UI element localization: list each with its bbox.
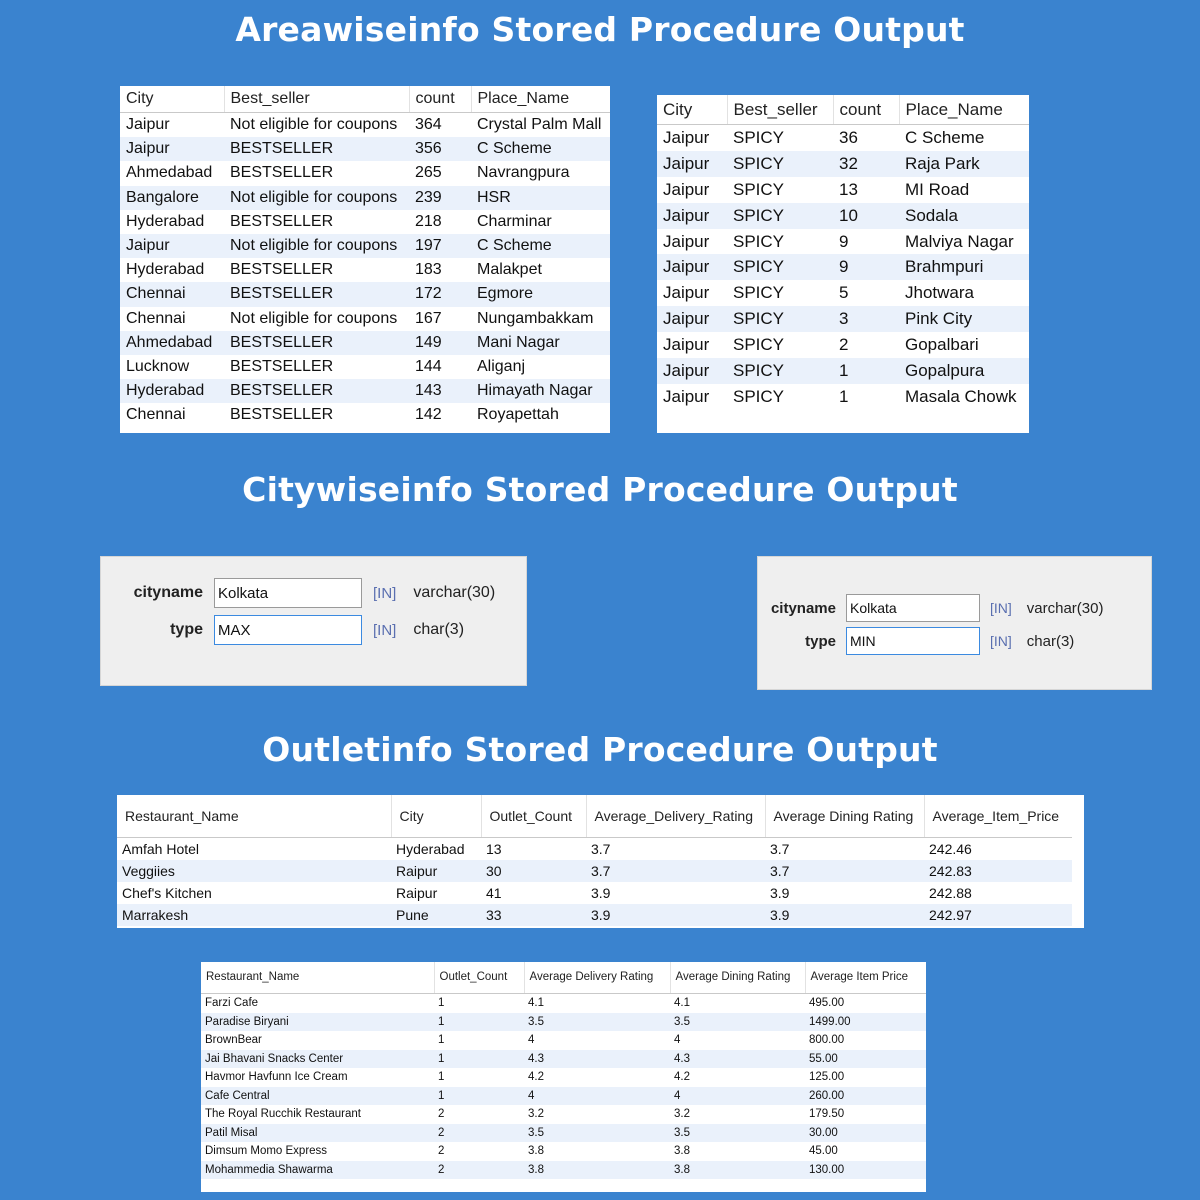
table-row[interactable] bbox=[657, 203, 1029, 229]
table-cell: 32 bbox=[833, 151, 899, 177]
table-cell: SPICY bbox=[733, 179, 785, 199]
table-cell: 179.50 bbox=[809, 1108, 845, 1121]
table-cell: 2 bbox=[434, 1161, 524, 1180]
table-cell: 2 bbox=[438, 1108, 445, 1121]
table-cell: Aliganj bbox=[477, 357, 526, 375]
table-row[interactable] bbox=[657, 254, 1029, 280]
column-header[interactable]: Restaurant_Name bbox=[201, 962, 434, 994]
table-cell: Paradise Biryani bbox=[201, 1013, 434, 1032]
column-header[interactable]: count bbox=[833, 95, 899, 125]
table-cell: 10 bbox=[833, 203, 899, 229]
table-cell: 13 bbox=[486, 841, 502, 857]
table-row[interactable] bbox=[120, 137, 610, 161]
table-row[interactable] bbox=[201, 1013, 926, 1032]
type-direction: [IN] bbox=[990, 633, 1012, 649]
table-row[interactable] bbox=[120, 161, 610, 185]
table-cell: 1 bbox=[438, 1034, 445, 1047]
params-panel-max bbox=[100, 556, 527, 686]
table-cell: Ahmedabad bbox=[120, 331, 224, 355]
table-cell: Bangalore bbox=[120, 186, 224, 210]
table-cell: Havmor Havfunn Ice Cream bbox=[205, 1071, 348, 1084]
table-cell: Jaipur bbox=[663, 179, 710, 199]
table-cell: Jai Bhavani Snacks Center bbox=[201, 1050, 434, 1069]
table-cell: 3.9 bbox=[591, 885, 611, 901]
table-row[interactable] bbox=[120, 403, 610, 427]
table-cell: 144 bbox=[415, 357, 442, 375]
table-row[interactable] bbox=[657, 384, 1029, 410]
table-cell: 3.5 bbox=[670, 1124, 805, 1143]
table-cell: 242.88 bbox=[929, 885, 972, 901]
table-row[interactable] bbox=[201, 1124, 926, 1143]
table-cell: 9 bbox=[833, 254, 899, 280]
table-cell: Malviya Nagar bbox=[905, 231, 1014, 251]
table-cell: Not eligible for coupons bbox=[230, 309, 398, 327]
column-header[interactable]: City bbox=[120, 86, 224, 113]
table-cell: Sodala bbox=[899, 203, 1029, 229]
table-cell: Pune bbox=[391, 904, 481, 926]
table-row[interactable] bbox=[120, 234, 610, 258]
table-cell: 1 bbox=[438, 1071, 445, 1084]
table-cell: 149 bbox=[409, 331, 471, 355]
table-cell: 3.7 bbox=[765, 860, 924, 882]
table-cell: Ahmedabad bbox=[126, 164, 213, 182]
table-cell: 2 bbox=[438, 1145, 445, 1158]
table-cell: 3.8 bbox=[670, 1161, 805, 1180]
table-cell: Hyderabad bbox=[120, 379, 224, 403]
params-panel-min bbox=[757, 556, 1152, 690]
table-cell: 41 bbox=[486, 885, 502, 901]
table-cell: BESTSELLER bbox=[224, 137, 409, 161]
outlet-result-grid-1 bbox=[117, 795, 1084, 928]
table-cell: C Scheme bbox=[905, 127, 985, 147]
table-row[interactable] bbox=[657, 358, 1029, 384]
table-cell: Hyderabad bbox=[126, 212, 205, 230]
table-row[interactable] bbox=[120, 258, 610, 282]
table-cell: 197 bbox=[409, 234, 471, 258]
table-cell: Veggiies bbox=[117, 860, 391, 882]
table-cell: 495.00 bbox=[809, 997, 845, 1010]
header-row bbox=[201, 962, 926, 994]
type-label: type bbox=[805, 632, 836, 650]
column-header[interactable]: Average Delivery Rating bbox=[524, 962, 670, 994]
table-cell: 2 bbox=[839, 335, 849, 355]
table-cell: Not eligible for coupons bbox=[230, 116, 398, 134]
table-cell: 30.00 bbox=[805, 1124, 926, 1143]
table-cell: Lucknow bbox=[126, 357, 190, 375]
table-row[interactable] bbox=[657, 125, 1029, 151]
areawise-result-grid-2 bbox=[657, 95, 1029, 433]
table-cell: 3.5 bbox=[524, 1013, 670, 1032]
table-cell: 143 bbox=[409, 379, 471, 403]
table-cell: 4.3 bbox=[670, 1050, 805, 1069]
table-cell: 4 bbox=[524, 1087, 670, 1106]
table-cell: The Royal Rucchik Restaurant bbox=[205, 1108, 361, 1121]
table-cell: 3.9 bbox=[586, 904, 765, 926]
table-row[interactable] bbox=[201, 1105, 926, 1124]
table-cell: 260.00 bbox=[805, 1087, 926, 1106]
table-cell: 3 bbox=[833, 306, 899, 332]
table-cell: Jaipur bbox=[663, 127, 710, 147]
table-row[interactable] bbox=[657, 177, 1029, 203]
table-cell: 3.5 bbox=[524, 1124, 670, 1143]
column-header[interactable]: Average Item Price bbox=[805, 962, 926, 994]
column-header[interactable]: Outlet_Count bbox=[434, 962, 524, 994]
table-cell: Jaipur bbox=[126, 116, 170, 134]
table-cell: 3.2 bbox=[674, 1108, 690, 1121]
table-row[interactable] bbox=[117, 904, 1072, 926]
table-row[interactable] bbox=[120, 210, 610, 234]
table-cell: BESTSELLER bbox=[230, 406, 334, 424]
table-cell: Chennai bbox=[126, 406, 186, 424]
table-cell: C Scheme bbox=[471, 234, 610, 258]
table-cell: 4 bbox=[674, 1034, 681, 1047]
table-row[interactable] bbox=[120, 282, 610, 306]
table-row[interactable] bbox=[117, 882, 1072, 904]
table-cell: 364 bbox=[415, 116, 442, 134]
table-cell: 4.3 bbox=[524, 1050, 670, 1069]
table-cell: 3.9 bbox=[765, 904, 924, 926]
column-header[interactable]: Place_Name bbox=[899, 95, 1029, 125]
table-cell: Jaipur bbox=[657, 151, 727, 177]
table-row[interactable] bbox=[120, 186, 610, 210]
table-cell: SPICY bbox=[733, 335, 785, 355]
table-cell: Marrakesh bbox=[117, 904, 391, 926]
table-cell: BESTSELLER bbox=[230, 164, 334, 182]
table-cell: Patil Misal bbox=[201, 1124, 434, 1143]
table-cell: MI Road bbox=[905, 179, 970, 199]
table-cell: Mani Nagar bbox=[471, 331, 610, 355]
table-cell: Jaipur bbox=[663, 283, 710, 303]
table-cell: SPICY bbox=[727, 203, 833, 229]
table-cell: Amfah Hotel bbox=[122, 841, 200, 857]
table-cell: Jaipur bbox=[663, 335, 710, 355]
table-cell: SPICY bbox=[727, 358, 833, 384]
column-header[interactable]: Average_Delivery_Rating bbox=[586, 795, 765, 838]
table-row[interactable] bbox=[201, 994, 926, 1013]
table-cell: Hyderabad bbox=[396, 841, 465, 857]
column-header[interactable]: Place_Name bbox=[471, 86, 610, 113]
table-cell: SPICY bbox=[733, 127, 785, 147]
table-cell: 800.00 bbox=[809, 1034, 845, 1047]
table-cell: 45.00 bbox=[809, 1145, 838, 1158]
column-header[interactable]: count bbox=[409, 86, 471, 113]
table-cell: Jaipur bbox=[657, 254, 727, 280]
table-cell: 172 bbox=[409, 282, 471, 306]
table-cell: 1 bbox=[434, 1013, 524, 1032]
table-cell: Raipur bbox=[396, 885, 438, 901]
cityname-label: cityname bbox=[770, 599, 836, 617]
column-header[interactable]: Restaurant_Name bbox=[117, 795, 391, 838]
cityname-datatype: varchar(30) bbox=[1026, 599, 1104, 617]
table-cell: 183 bbox=[415, 261, 442, 279]
cityname-direction: [IN] bbox=[373, 584, 397, 602]
table-cell: 1499.00 bbox=[805, 1013, 926, 1032]
table-cell: 4.2 bbox=[674, 1071, 690, 1084]
table-cell: 3.8 bbox=[528, 1145, 544, 1158]
table-row[interactable] bbox=[201, 1068, 926, 1087]
table-cell: Raipur bbox=[391, 860, 481, 882]
table-cell: Himayath Nagar bbox=[471, 379, 610, 403]
table-cell: 2 bbox=[434, 1124, 524, 1143]
table-cell: Royapettah bbox=[477, 406, 559, 424]
outlet-table-1 bbox=[117, 795, 1072, 926]
type-datatype: char(3) bbox=[1026, 632, 1075, 650]
type-input[interactable]: MAX bbox=[214, 615, 362, 645]
table-row[interactable] bbox=[201, 1161, 926, 1180]
table-cell: Navrangpura bbox=[477, 164, 570, 182]
table-cell: 4 bbox=[670, 1087, 805, 1106]
header-row bbox=[657, 95, 1029, 125]
table-cell: SPICY bbox=[733, 386, 785, 406]
table-cell: 218 bbox=[415, 212, 442, 230]
table-cell: 242.46 bbox=[929, 841, 972, 857]
header-row bbox=[120, 86, 610, 113]
table-cell: SPICY bbox=[733, 231, 785, 251]
table-cell: Cafe Central bbox=[201, 1087, 434, 1106]
citywise-heading: Citywiseinfo Stored Procedure Output bbox=[242, 470, 958, 509]
table-cell: 356 bbox=[409, 137, 471, 161]
table-cell: Jaipur bbox=[120, 234, 224, 258]
outlet-result-grid-2 bbox=[201, 962, 926, 1192]
table-cell: 1 bbox=[434, 1050, 524, 1069]
column-header[interactable]: City bbox=[657, 95, 727, 125]
table-cell: 3.8 bbox=[524, 1161, 670, 1180]
table-cell: 30 bbox=[481, 860, 586, 882]
table-cell: BESTSELLER bbox=[230, 212, 334, 230]
header-row bbox=[117, 795, 1072, 838]
table-cell: 33 bbox=[481, 904, 586, 926]
cityname-label: cityname bbox=[133, 584, 203, 601]
areawise-table-1 bbox=[120, 86, 610, 427]
table-cell: Jhotwara bbox=[905, 283, 974, 303]
table-cell: 242.97 bbox=[924, 904, 1072, 926]
table-cell: SPICY bbox=[727, 254, 833, 280]
table-cell: Hyderabad bbox=[126, 261, 205, 279]
table-row[interactable] bbox=[120, 113, 610, 138]
table-row[interactable] bbox=[201, 1031, 926, 1050]
table-cell: Jaipur bbox=[657, 306, 727, 332]
table-cell: 9 bbox=[839, 231, 849, 251]
table-cell: BESTSELLER bbox=[230, 357, 334, 375]
table-cell: Nungambakkam bbox=[477, 309, 594, 327]
column-header[interactable]: Best_seller bbox=[727, 95, 833, 125]
table-cell: 4.1 bbox=[528, 997, 544, 1010]
cityname-input[interactable]: Kolkata bbox=[214, 578, 362, 608]
table-cell: 1 bbox=[833, 358, 899, 384]
areawise-heading: Areawiseinfo Stored Procedure Output bbox=[235, 10, 965, 49]
cityname-datatype: varchar(30) bbox=[413, 584, 496, 601]
table-cell: 125.00 bbox=[809, 1071, 845, 1084]
table-cell: Jaipur bbox=[120, 137, 224, 161]
table-cell: SPICY bbox=[733, 283, 785, 303]
table-cell: BESTSELLER bbox=[224, 282, 409, 306]
table-row[interactable] bbox=[657, 280, 1029, 306]
table-cell: Pink City bbox=[899, 306, 1029, 332]
column-header[interactable]: Average_Item_Price bbox=[924, 795, 1072, 838]
table-cell: 1 bbox=[438, 997, 445, 1010]
table-cell: 1 bbox=[839, 386, 849, 406]
column-header[interactable]: Best_seller bbox=[224, 86, 409, 113]
table-row[interactable] bbox=[657, 332, 1029, 358]
table-cell: 142 bbox=[415, 406, 442, 424]
table-cell: HSR bbox=[471, 186, 610, 210]
table-cell: 4 bbox=[528, 1034, 535, 1047]
column-header[interactable]: Outlet_Count bbox=[481, 795, 586, 838]
outletinfo-heading: Outletinfo Stored Procedure Output bbox=[262, 730, 938, 769]
type-direction: [IN] bbox=[373, 621, 397, 639]
table-cell: Gopalbari bbox=[905, 335, 979, 355]
table-cell: Brahmpuri bbox=[899, 254, 1029, 280]
table-row[interactable] bbox=[120, 331, 610, 355]
table-cell: 4.1 bbox=[674, 997, 690, 1010]
table-row[interactable] bbox=[201, 1142, 926, 1161]
table-cell: BESTSELLER bbox=[224, 331, 409, 355]
table-row[interactable] bbox=[120, 379, 610, 403]
table-cell: 4.2 bbox=[528, 1071, 544, 1084]
table-row[interactable] bbox=[120, 355, 610, 379]
table-cell: Crystal Palm Mall bbox=[477, 116, 602, 134]
column-header[interactable]: Average Dining Rating bbox=[670, 962, 805, 994]
table-cell: SPICY bbox=[727, 306, 833, 332]
type-label: type bbox=[170, 621, 203, 638]
table-cell: Masala Chowk bbox=[905, 386, 1017, 406]
outlet-table-2 bbox=[201, 962, 926, 1179]
table-cell: Dimsum Momo Express bbox=[205, 1145, 328, 1158]
table-cell: 167 bbox=[415, 309, 442, 327]
table-row[interactable] bbox=[201, 1087, 926, 1106]
table-cell: Charminar bbox=[477, 212, 552, 230]
table-row[interactable] bbox=[657, 306, 1029, 332]
areawise-table-2 bbox=[657, 95, 1029, 410]
table-cell: 3.7 bbox=[586, 860, 765, 882]
table-row[interactable] bbox=[201, 1050, 926, 1069]
table-cell: 3.7 bbox=[591, 841, 611, 857]
table-cell: 242.83 bbox=[924, 860, 1072, 882]
table-cell: Mohammedia Shawarma bbox=[201, 1161, 434, 1180]
table-cell: Chef's Kitchen bbox=[122, 885, 212, 901]
table-row[interactable] bbox=[657, 151, 1029, 177]
areawise-result-grid-1 bbox=[120, 86, 610, 433]
table-cell: Jaipur bbox=[657, 358, 727, 384]
table-cell: 3.8 bbox=[674, 1145, 690, 1158]
table-cell: 130.00 bbox=[805, 1161, 926, 1180]
type-input[interactable]: MIN bbox=[846, 627, 980, 655]
table-cell: 1 bbox=[434, 1087, 524, 1106]
table-row[interactable] bbox=[657, 229, 1029, 255]
table-cell: 3.7 bbox=[770, 841, 790, 857]
table-cell: Raja Park bbox=[899, 151, 1029, 177]
table-cell: Egmore bbox=[471, 282, 610, 306]
table-cell: 239 bbox=[409, 186, 471, 210]
cityname-input[interactable]: Kolkata bbox=[846, 594, 980, 622]
table-cell: Jaipur bbox=[663, 386, 710, 406]
table-cell: 3.2 bbox=[528, 1108, 544, 1121]
table-cell: BrownBear bbox=[205, 1034, 262, 1047]
column-header[interactable]: Average Dining Rating bbox=[765, 795, 924, 838]
table-cell: 55.00 bbox=[805, 1050, 926, 1069]
cityname-direction: [IN] bbox=[990, 600, 1012, 616]
table-cell: Chennai bbox=[120, 282, 224, 306]
table-cell: SPICY bbox=[727, 151, 833, 177]
table-row[interactable] bbox=[120, 307, 610, 331]
table-cell: Not eligible for coupons bbox=[224, 234, 409, 258]
table-cell: Gopalpura bbox=[899, 358, 1029, 384]
table-row[interactable] bbox=[117, 860, 1072, 882]
table-cell: Malakpet bbox=[477, 261, 542, 279]
table-row[interactable] bbox=[117, 838, 1072, 861]
column-header[interactable]: City bbox=[391, 795, 481, 838]
table-cell: 5 bbox=[839, 283, 849, 303]
table-cell: 265 bbox=[415, 164, 442, 182]
table-cell: Chennai bbox=[126, 309, 186, 327]
table-cell: C Scheme bbox=[471, 137, 610, 161]
table-cell: BESTSELLER bbox=[224, 379, 409, 403]
table-cell: Not eligible for coupons bbox=[224, 186, 409, 210]
table-cell: 13 bbox=[839, 179, 858, 199]
table-cell: Jaipur bbox=[657, 203, 727, 229]
table-cell: 36 bbox=[839, 127, 858, 147]
type-datatype: char(3) bbox=[413, 621, 465, 638]
table-cell: 3.9 bbox=[770, 885, 790, 901]
table-cell: Jaipur bbox=[663, 231, 710, 251]
table-cell: 3.5 bbox=[670, 1013, 805, 1032]
table-cell: Farzi Cafe bbox=[205, 997, 259, 1010]
table-cell: BESTSELLER bbox=[230, 261, 334, 279]
